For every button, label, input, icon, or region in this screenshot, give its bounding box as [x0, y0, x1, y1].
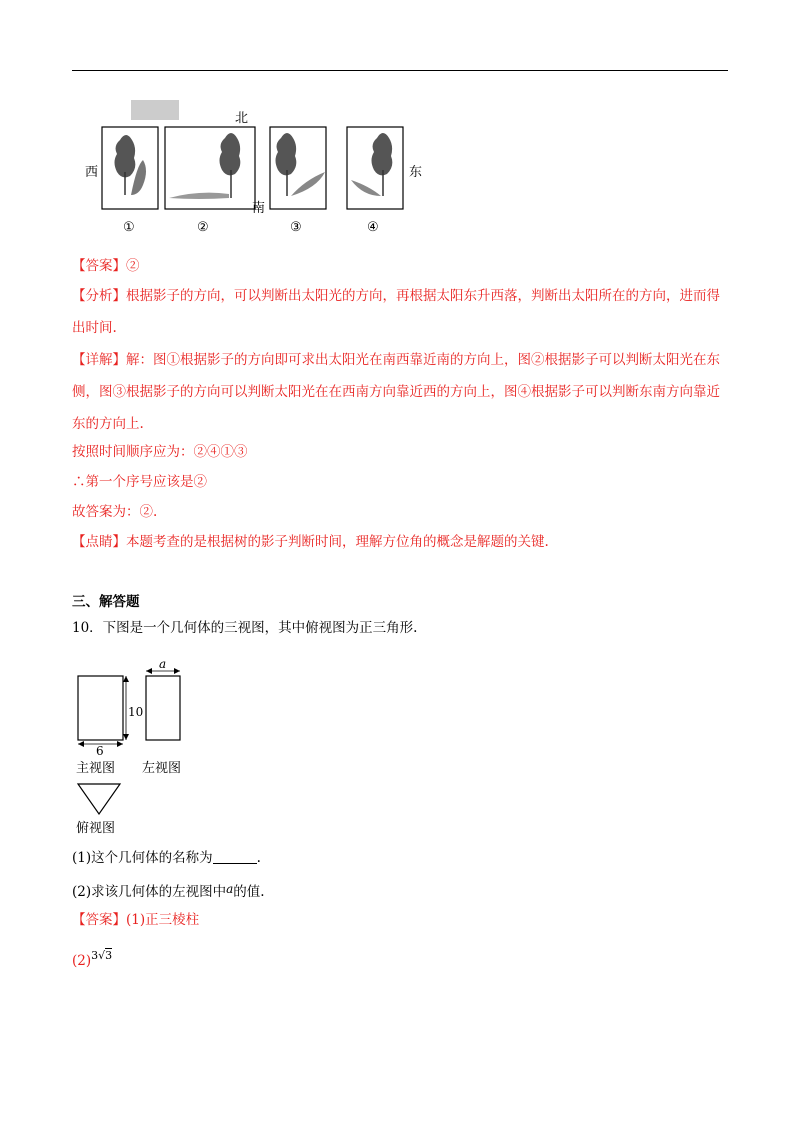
detail-text: 解：图①根据影子的方向即可求出太阳光在南西靠近南的方向上，图②根据影子可以判断太阳光在东侧，图③根据影子的方向可以判断太阳光在在西南方向靠近西的方向上，图④根据影子可以判断东南方向靠近东的方向上.: [72, 352, 720, 432]
tree-2: [220, 133, 241, 175]
header-rule: [72, 70, 728, 71]
label-west: 西: [85, 164, 99, 179]
part1-text: (1)这个几何体的名称为: [72, 850, 213, 866]
front-view-label: 主视图: [76, 761, 116, 776]
q10-answer2: [72, 946, 112, 971]
answer-tag: 【答案】: [72, 258, 126, 274]
analysis-tag: 【分析】: [72, 288, 126, 304]
tree-4: [372, 133, 393, 175]
comment-line: [72, 532, 549, 552]
comment-text: 本题考查的是根据树的影子判断时间，理解方位角的概念是解题的关键.: [126, 534, 549, 550]
shadow-2: [169, 193, 229, 199]
three-view-figure: [72, 660, 212, 835]
section-heading: 三、解答题: [72, 594, 140, 610]
answer-line: [72, 256, 140, 276]
answer-text: ②: [126, 258, 140, 274]
panel-label-3: ③: [290, 220, 302, 235]
part2-text: (2)求该几何体的左视图中: [72, 884, 227, 900]
blurred-mark: [131, 100, 179, 120]
q10-answer1: [72, 910, 199, 930]
left-view-rect: [146, 676, 180, 740]
analysis-paragraph: [72, 280, 732, 344]
order-line: 按照时间顺序应为：②④①③: [72, 444, 248, 460]
tree-1: [115, 135, 136, 177]
front-view-rect: [78, 676, 123, 740]
label-east: 东: [409, 164, 423, 179]
panel-label-4: ④: [367, 220, 379, 235]
width-label: 6: [96, 744, 104, 758]
analysis-text: 根据影子的方向，可以判断出太阳光的方向，再根据太阳东升西落，判断出太阳所在的方向，进而得出时间.: [72, 288, 720, 336]
q10-answer-tag: 【答案】: [72, 912, 126, 928]
detail-paragraph: [72, 344, 732, 440]
part2-var: a: [226, 882, 234, 896]
shadow-3: [291, 172, 325, 196]
part2-end: 的值.: [233, 884, 265, 900]
q10-answer1-text: (1)正三棱柱: [126, 912, 200, 928]
top-view-triangle: [78, 784, 120, 814]
part1-end: .: [256, 850, 261, 866]
final-line: 故答案为：②.: [72, 504, 158, 520]
answer-blank[interactable]: [213, 849, 257, 864]
top-view-label: 俯视图: [76, 821, 116, 835]
panel-label-2: ②: [197, 220, 209, 235]
detail-tag: 【详解】: [72, 352, 126, 368]
shadow-4: [351, 180, 381, 196]
q10-stem: 10．下图是一个几何体的三视图，其中俯视图为正三角形.: [72, 620, 418, 636]
height-label: 10: [128, 705, 144, 719]
label-north: 北: [235, 110, 249, 125]
answer2-rad: 3: [105, 949, 113, 962]
q10-part1: [72, 848, 261, 868]
first-line: ∴第一个序号应该是②: [72, 474, 207, 490]
tree-3: [276, 133, 297, 175]
answer2-coef: 3: [91, 949, 99, 962]
panel-label-1: ①: [123, 220, 135, 235]
label-south: 南: [252, 200, 266, 215]
q10-part2: [72, 879, 265, 902]
tree-shadow-figure: [85, 100, 445, 235]
left-view-label: 左视图: [142, 761, 182, 776]
comment-tag: 【点睛】: [72, 534, 126, 550]
sqrt-sign: √: [98, 949, 106, 962]
a-label: a: [159, 660, 167, 671]
q10-answer2-label: (2): [72, 953, 92, 969]
